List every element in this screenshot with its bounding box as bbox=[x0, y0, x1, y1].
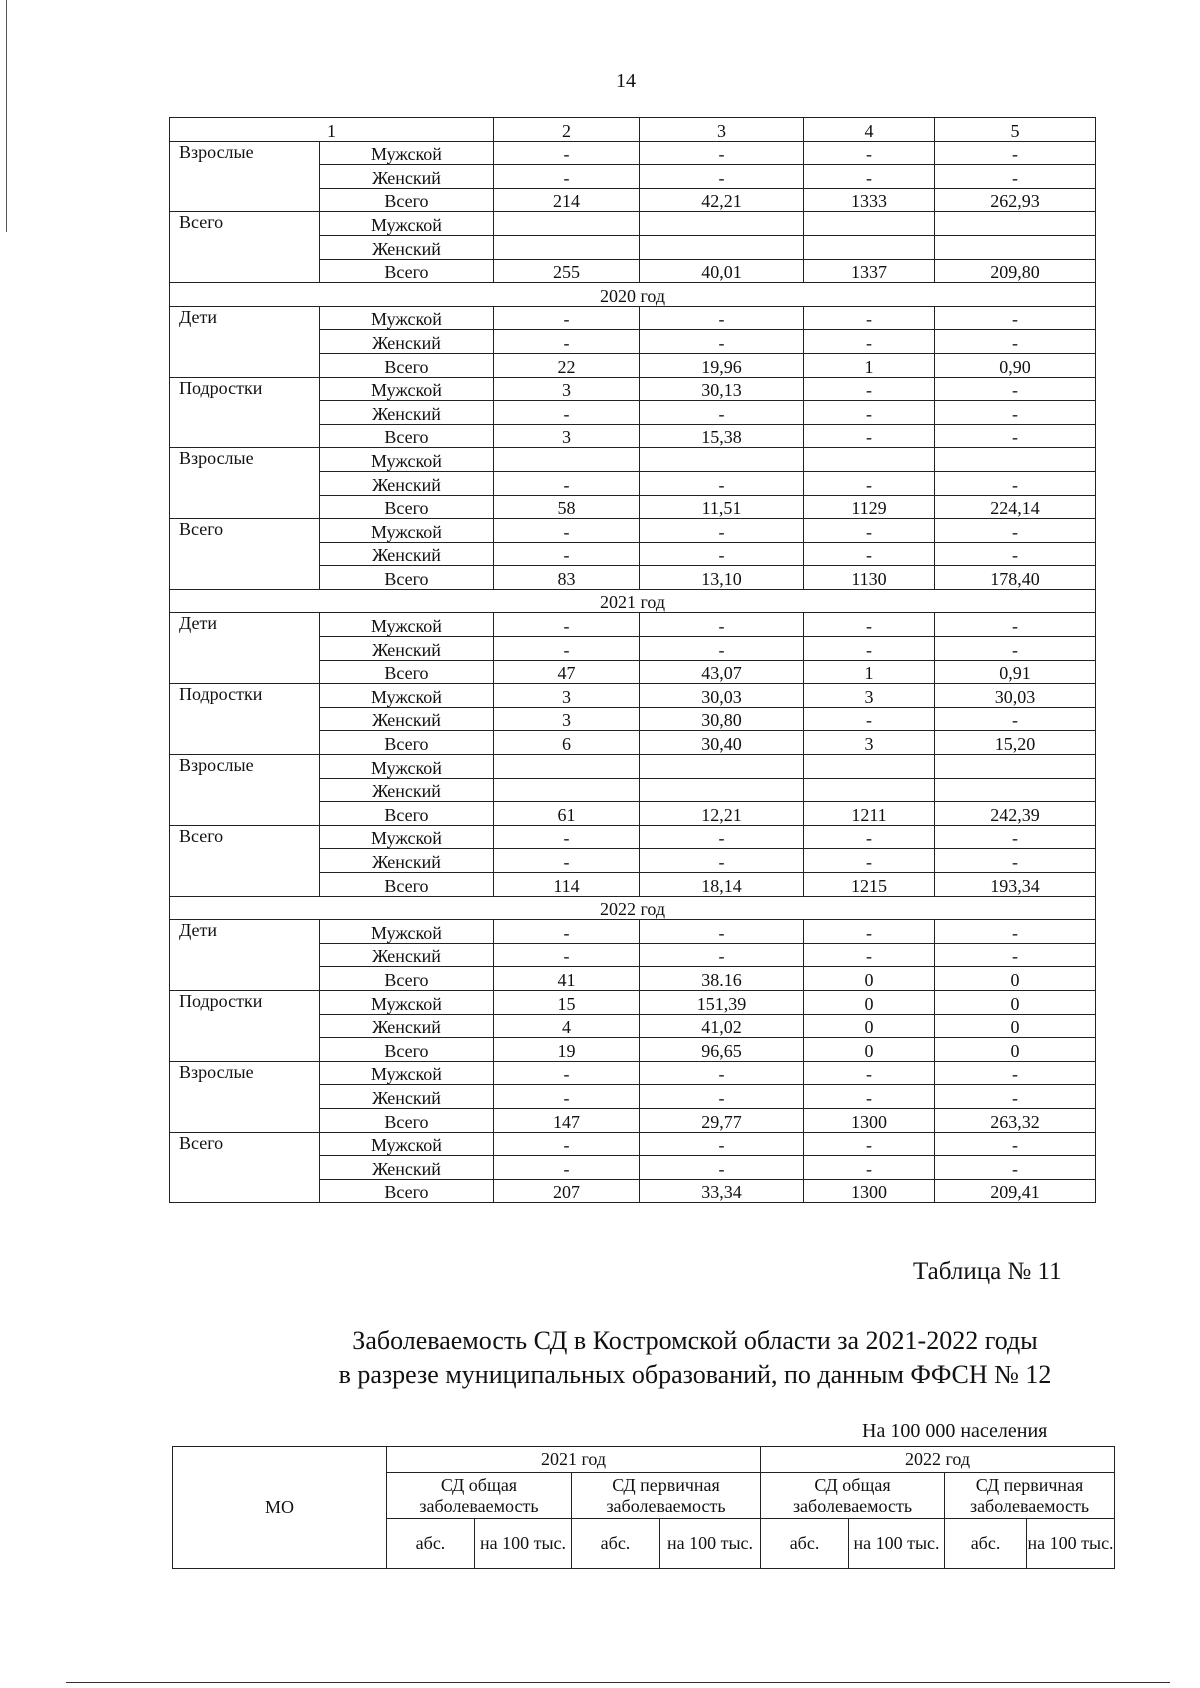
data-cell: 151,39 bbox=[640, 990, 804, 1014]
data-cell: 0,90 bbox=[935, 353, 1096, 377]
per100k-header: на 100 тыс. bbox=[660, 1519, 761, 1569]
data-cell: - bbox=[804, 401, 935, 425]
table-row bbox=[170, 141, 1096, 165]
sex-label: Мужской bbox=[320, 377, 494, 401]
per100k-header: на 100 тыс. bbox=[1027, 1519, 1115, 1569]
data-cell: - bbox=[935, 542, 1096, 566]
data-cell: 19 bbox=[494, 1038, 640, 1062]
data-cell: - bbox=[935, 401, 1096, 425]
data-cell: 1130 bbox=[804, 566, 935, 590]
sex-label: Мужской bbox=[320, 212, 494, 236]
mo-header: МО bbox=[173, 1447, 387, 1569]
data-cell: - bbox=[804, 849, 935, 873]
data-cell: - bbox=[804, 1085, 935, 1109]
data-cell: - bbox=[804, 1156, 935, 1180]
group-label: Всего bbox=[170, 825, 320, 896]
sex-label: Всего bbox=[320, 660, 494, 684]
column-header: 3 bbox=[640, 118, 804, 142]
data-cell bbox=[935, 235, 1096, 259]
data-cell bbox=[804, 235, 935, 259]
table-row bbox=[170, 825, 1096, 849]
sex-label: Всего bbox=[320, 424, 494, 448]
abs-header: абс. bbox=[572, 1519, 660, 1569]
data-cell: 22 bbox=[494, 353, 640, 377]
data-cell: - bbox=[494, 1061, 640, 1085]
data-cell: - bbox=[640, 637, 804, 661]
table-title-line2: в разрезе муниципальных образований, по данным ФФСН № 12 bbox=[338, 1360, 1052, 1389]
group-label: Взрослые bbox=[170, 141, 320, 212]
data-cell: 18,14 bbox=[640, 873, 804, 897]
sex-label: Всего bbox=[320, 188, 494, 212]
data-cell: - bbox=[494, 165, 640, 189]
data-cell: 1215 bbox=[804, 873, 935, 897]
data-cell bbox=[935, 778, 1096, 802]
data-cell: - bbox=[804, 637, 935, 661]
data-cell: - bbox=[804, 825, 935, 849]
abs-header: абс. bbox=[761, 1519, 849, 1569]
sd-total-2021-header: СД общая заболеваемость bbox=[387, 1473, 572, 1519]
data-cell: - bbox=[640, 519, 804, 543]
data-cell: 15,20 bbox=[935, 731, 1096, 755]
data-cell bbox=[640, 755, 804, 779]
sex-label: Мужской bbox=[320, 684, 494, 708]
data-cell: - bbox=[804, 1061, 935, 1085]
sex-label: Женский bbox=[320, 542, 494, 566]
header-row bbox=[170, 118, 1096, 142]
data-cell: - bbox=[804, 1132, 935, 1156]
data-cell: 1 bbox=[804, 353, 935, 377]
data-cell: - bbox=[804, 707, 935, 731]
group-label: Дети bbox=[170, 613, 320, 684]
group-label: Взрослые bbox=[170, 448, 320, 519]
data-cell bbox=[804, 448, 935, 472]
year-row bbox=[170, 589, 1096, 613]
year-label: 2022 год bbox=[170, 896, 1096, 920]
data-cell: - bbox=[804, 920, 935, 944]
data-cell: - bbox=[935, 1156, 1096, 1180]
data-cell: 3 bbox=[494, 424, 640, 448]
sex-label: Мужской bbox=[320, 920, 494, 944]
data-cell: - bbox=[935, 707, 1096, 731]
data-cell bbox=[494, 755, 640, 779]
sex-label: Мужской bbox=[320, 755, 494, 779]
data-cell: - bbox=[640, 330, 804, 354]
data-cell bbox=[640, 448, 804, 472]
data-cell: 1337 bbox=[804, 259, 935, 283]
data-cell: 30,03 bbox=[640, 684, 804, 708]
data-cell: 0 bbox=[804, 1038, 935, 1062]
data-cell: - bbox=[935, 637, 1096, 661]
year-row bbox=[170, 283, 1096, 307]
data-cell: 38.16 bbox=[640, 967, 804, 991]
table-row bbox=[170, 519, 1096, 543]
data-cell: - bbox=[804, 542, 935, 566]
sex-label: Всего bbox=[320, 873, 494, 897]
sex-label: Всего bbox=[320, 259, 494, 283]
sex-label: Всего bbox=[320, 1179, 494, 1203]
data-cell: 1333 bbox=[804, 188, 935, 212]
data-cell: 0 bbox=[804, 1014, 935, 1038]
data-cell: - bbox=[494, 1156, 640, 1180]
data-cell: - bbox=[494, 943, 640, 967]
group-label: Взрослые bbox=[170, 1061, 320, 1132]
group-label: Всего bbox=[170, 1132, 320, 1203]
data-cell: - bbox=[640, 1085, 804, 1109]
data-cell bbox=[494, 778, 640, 802]
data-cell: 193,34 bbox=[935, 873, 1096, 897]
sd-primary-2021-header: СД первичная заболеваемость bbox=[572, 1473, 761, 1519]
data-cell: - bbox=[494, 1132, 640, 1156]
data-cell: - bbox=[640, 542, 804, 566]
table-row bbox=[170, 306, 1096, 330]
sex-label: Мужской bbox=[320, 613, 494, 637]
data-cell: 30,13 bbox=[640, 377, 804, 401]
column-header: 1 bbox=[170, 118, 494, 142]
data-cell: 0 bbox=[935, 1038, 1096, 1062]
group-label: Взрослые bbox=[170, 755, 320, 826]
page-number: 14 bbox=[616, 70, 636, 92]
sex-label: Всего bbox=[320, 495, 494, 519]
data-cell: - bbox=[804, 519, 935, 543]
sd-primary-2022-header: СД первичная заболеваемость bbox=[945, 1473, 1115, 1519]
data-cell: - bbox=[804, 165, 935, 189]
data-cell: - bbox=[935, 330, 1096, 354]
sex-label: Женский bbox=[320, 401, 494, 425]
data-cell: - bbox=[804, 424, 935, 448]
data-cell: 1300 bbox=[804, 1108, 935, 1132]
data-cell: 19,96 bbox=[640, 353, 804, 377]
data-cell: - bbox=[494, 849, 640, 873]
data-cell: - bbox=[804, 377, 935, 401]
table-row bbox=[170, 613, 1096, 637]
year-2021-header: 2021 год bbox=[387, 1447, 761, 1473]
table-11-header bbox=[172, 1446, 1115, 1569]
data-cell: - bbox=[494, 519, 640, 543]
data-cell: 242,39 bbox=[935, 802, 1096, 826]
data-cell: - bbox=[935, 1085, 1096, 1109]
sex-label: Всего bbox=[320, 731, 494, 755]
sex-label: Женский bbox=[320, 943, 494, 967]
data-cell: 83 bbox=[494, 566, 640, 590]
data-cell: - bbox=[935, 1132, 1096, 1156]
sex-label: Мужской bbox=[320, 306, 494, 330]
data-cell: - bbox=[494, 471, 640, 495]
data-cell: 30,40 bbox=[640, 731, 804, 755]
group-label: Всего bbox=[170, 519, 320, 590]
data-cell: 255 bbox=[494, 259, 640, 283]
data-cell: 11,51 bbox=[640, 495, 804, 519]
margin-line bbox=[6, 0, 7, 232]
data-cell: 41 bbox=[494, 967, 640, 991]
data-cell bbox=[935, 448, 1096, 472]
data-cell: 42,21 bbox=[640, 188, 804, 212]
data-cell: 61 bbox=[494, 802, 640, 826]
year-label: 2020 год bbox=[170, 283, 1096, 307]
data-cell bbox=[494, 448, 640, 472]
data-cell: 1211 bbox=[804, 802, 935, 826]
data-cell: - bbox=[640, 825, 804, 849]
data-cell: 30,03 bbox=[935, 684, 1096, 708]
data-cell: - bbox=[935, 613, 1096, 637]
data-cell: 43,07 bbox=[640, 660, 804, 684]
data-cell: 30,80 bbox=[640, 707, 804, 731]
sex-label: Всего bbox=[320, 802, 494, 826]
table-row bbox=[170, 920, 1096, 944]
group-label: Подростки bbox=[170, 990, 320, 1061]
table-row bbox=[170, 212, 1096, 236]
data-cell bbox=[935, 755, 1096, 779]
data-cell: 96,65 bbox=[640, 1038, 804, 1062]
table-row bbox=[170, 1061, 1096, 1085]
sex-label: Мужской bbox=[320, 448, 494, 472]
per100k-header: на 100 тыс. bbox=[475, 1519, 572, 1569]
data-cell: - bbox=[804, 613, 935, 637]
data-cell: 13,10 bbox=[640, 566, 804, 590]
sex-label: Всего bbox=[320, 566, 494, 590]
table-row bbox=[170, 448, 1096, 472]
data-cell: 3 bbox=[804, 684, 935, 708]
data-cell: - bbox=[935, 165, 1096, 189]
data-cell: - bbox=[640, 849, 804, 873]
data-cell: - bbox=[804, 471, 935, 495]
data-cell: - bbox=[804, 943, 935, 967]
bottom-rule bbox=[66, 1682, 1170, 1683]
units-note: На 100 000 населения bbox=[862, 1420, 1048, 1442]
sex-label: Мужской bbox=[320, 1061, 494, 1085]
sex-label: Женский bbox=[320, 235, 494, 259]
data-cell: - bbox=[935, 377, 1096, 401]
data-cell: 214 bbox=[494, 188, 640, 212]
sex-label: Мужской bbox=[320, 519, 494, 543]
year-label: 2021 год bbox=[170, 589, 1096, 613]
data-cell: - bbox=[494, 542, 640, 566]
data-cell bbox=[935, 212, 1096, 236]
group-label: Подростки bbox=[170, 377, 320, 448]
table-title-line1: Заболеваемость СД в Костромской области за 2021-2022 годы bbox=[352, 1326, 1038, 1355]
data-cell: - bbox=[494, 306, 640, 330]
group-label: Подростки bbox=[170, 684, 320, 755]
data-cell: - bbox=[640, 141, 804, 165]
group-label: Дети bbox=[170, 306, 320, 377]
data-cell: - bbox=[640, 1061, 804, 1085]
sex-label: Женский bbox=[320, 778, 494, 802]
data-cell: 0 bbox=[804, 967, 935, 991]
data-cell: 4 bbox=[494, 1014, 640, 1038]
column-header: 5 bbox=[935, 118, 1096, 142]
data-cell: - bbox=[640, 920, 804, 944]
data-cell bbox=[640, 778, 804, 802]
data-cell: 41,02 bbox=[640, 1014, 804, 1038]
sex-label: Женский bbox=[320, 1085, 494, 1109]
data-cell: 15,38 bbox=[640, 424, 804, 448]
sex-label: Женский bbox=[320, 637, 494, 661]
data-cell: 33,34 bbox=[640, 1179, 804, 1203]
data-cell: - bbox=[935, 1061, 1096, 1085]
data-cell: 29,77 bbox=[640, 1108, 804, 1132]
data-cell bbox=[494, 235, 640, 259]
data-cell: 0,91 bbox=[935, 660, 1096, 684]
sd-total-2022-header: СД общая заболеваемость bbox=[761, 1473, 945, 1519]
data-cell: 224,14 bbox=[935, 495, 1096, 519]
data-cell: 0 bbox=[935, 967, 1096, 991]
data-cell: - bbox=[935, 943, 1096, 967]
sex-label: Всего bbox=[320, 353, 494, 377]
data-cell: 12,21 bbox=[640, 802, 804, 826]
table-row bbox=[170, 1132, 1096, 1156]
data-cell: 0 bbox=[935, 990, 1096, 1014]
data-cell: 6 bbox=[494, 731, 640, 755]
data-cell: 262,93 bbox=[935, 188, 1096, 212]
data-cell bbox=[640, 235, 804, 259]
data-cell: 209,80 bbox=[935, 259, 1096, 283]
data-cell: - bbox=[935, 306, 1096, 330]
data-cell: - bbox=[640, 306, 804, 330]
data-cell: - bbox=[494, 141, 640, 165]
data-cell: 3 bbox=[494, 684, 640, 708]
per100k-header: на 100 тыс. bbox=[849, 1519, 945, 1569]
data-cell: 209,41 bbox=[935, 1179, 1096, 1203]
sex-label: Всего bbox=[320, 1038, 494, 1062]
table-row bbox=[170, 684, 1096, 708]
sex-label: Мужской bbox=[320, 825, 494, 849]
sex-label: Женский bbox=[320, 471, 494, 495]
column-header: 4 bbox=[804, 118, 935, 142]
data-cell: 263,32 bbox=[935, 1108, 1096, 1132]
data-cell: - bbox=[935, 920, 1096, 944]
data-cell: - bbox=[494, 401, 640, 425]
data-cell: - bbox=[935, 141, 1096, 165]
data-cell: 47 bbox=[494, 660, 640, 684]
data-cell: 3 bbox=[494, 707, 640, 731]
data-cell: 40,01 bbox=[640, 259, 804, 283]
abs-header: абс. bbox=[387, 1519, 475, 1569]
data-cell bbox=[804, 212, 935, 236]
data-cell: 1300 bbox=[804, 1179, 935, 1203]
data-cell: - bbox=[804, 141, 935, 165]
data-cell: - bbox=[494, 825, 640, 849]
data-cell: 3 bbox=[494, 377, 640, 401]
data-cell: - bbox=[640, 401, 804, 425]
data-cell: - bbox=[935, 849, 1096, 873]
data-cell: 0 bbox=[804, 990, 935, 1014]
sex-label: Мужской bbox=[320, 1132, 494, 1156]
data-cell: - bbox=[494, 920, 640, 944]
data-cell: 58 bbox=[494, 495, 640, 519]
sex-label: Всего bbox=[320, 1108, 494, 1132]
data-cell: 1129 bbox=[804, 495, 935, 519]
sex-label: Женский bbox=[320, 849, 494, 873]
data-cell: - bbox=[494, 637, 640, 661]
data-cell: - bbox=[640, 613, 804, 637]
data-cell: - bbox=[640, 943, 804, 967]
column-header: 2 bbox=[494, 118, 640, 142]
data-cell: 15 bbox=[494, 990, 640, 1014]
sex-label: Женский bbox=[320, 1014, 494, 1038]
table-row bbox=[170, 377, 1096, 401]
data-cell: - bbox=[640, 1156, 804, 1180]
year-2022-header: 2022 год bbox=[761, 1447, 1115, 1473]
abs-header: абс. bbox=[945, 1519, 1027, 1569]
sex-label: Женский bbox=[320, 165, 494, 189]
sex-label: Женский bbox=[320, 330, 494, 354]
data-cell: 178,40 bbox=[935, 566, 1096, 590]
table-number: Таблица № 11 bbox=[913, 1258, 1062, 1285]
data-cell bbox=[494, 212, 640, 236]
data-cell bbox=[804, 778, 935, 802]
data-cell: 1 bbox=[804, 660, 935, 684]
data-cell: - bbox=[494, 613, 640, 637]
group-label: Всего bbox=[170, 212, 320, 283]
data-cell: 147 bbox=[494, 1108, 640, 1132]
data-cell: - bbox=[640, 1132, 804, 1156]
sex-label: Мужской bbox=[320, 141, 494, 165]
sex-label: Женский bbox=[320, 707, 494, 731]
data-cell: - bbox=[640, 165, 804, 189]
sex-label: Женский bbox=[320, 1156, 494, 1180]
data-cell: - bbox=[935, 825, 1096, 849]
data-cell: 207 bbox=[494, 1179, 640, 1203]
sex-label: Всего bbox=[320, 967, 494, 991]
data-cell: - bbox=[935, 471, 1096, 495]
table-row bbox=[170, 990, 1096, 1014]
data-cell: 114 bbox=[494, 873, 640, 897]
sex-label: Мужской bbox=[320, 990, 494, 1014]
data-cell: 3 bbox=[804, 731, 935, 755]
data-cell bbox=[640, 212, 804, 236]
data-cell: - bbox=[935, 424, 1096, 448]
data-cell: - bbox=[804, 306, 935, 330]
data-cell: - bbox=[804, 330, 935, 354]
year-row bbox=[170, 896, 1096, 920]
group-label: Дети bbox=[170, 920, 320, 991]
data-cell bbox=[804, 755, 935, 779]
table-row bbox=[170, 755, 1096, 779]
incidence-table bbox=[169, 117, 1096, 1203]
data-cell: - bbox=[494, 1085, 640, 1109]
data-cell: 0 bbox=[935, 1014, 1096, 1038]
data-cell: - bbox=[494, 330, 640, 354]
data-cell: - bbox=[640, 471, 804, 495]
data-cell: - bbox=[935, 519, 1096, 543]
